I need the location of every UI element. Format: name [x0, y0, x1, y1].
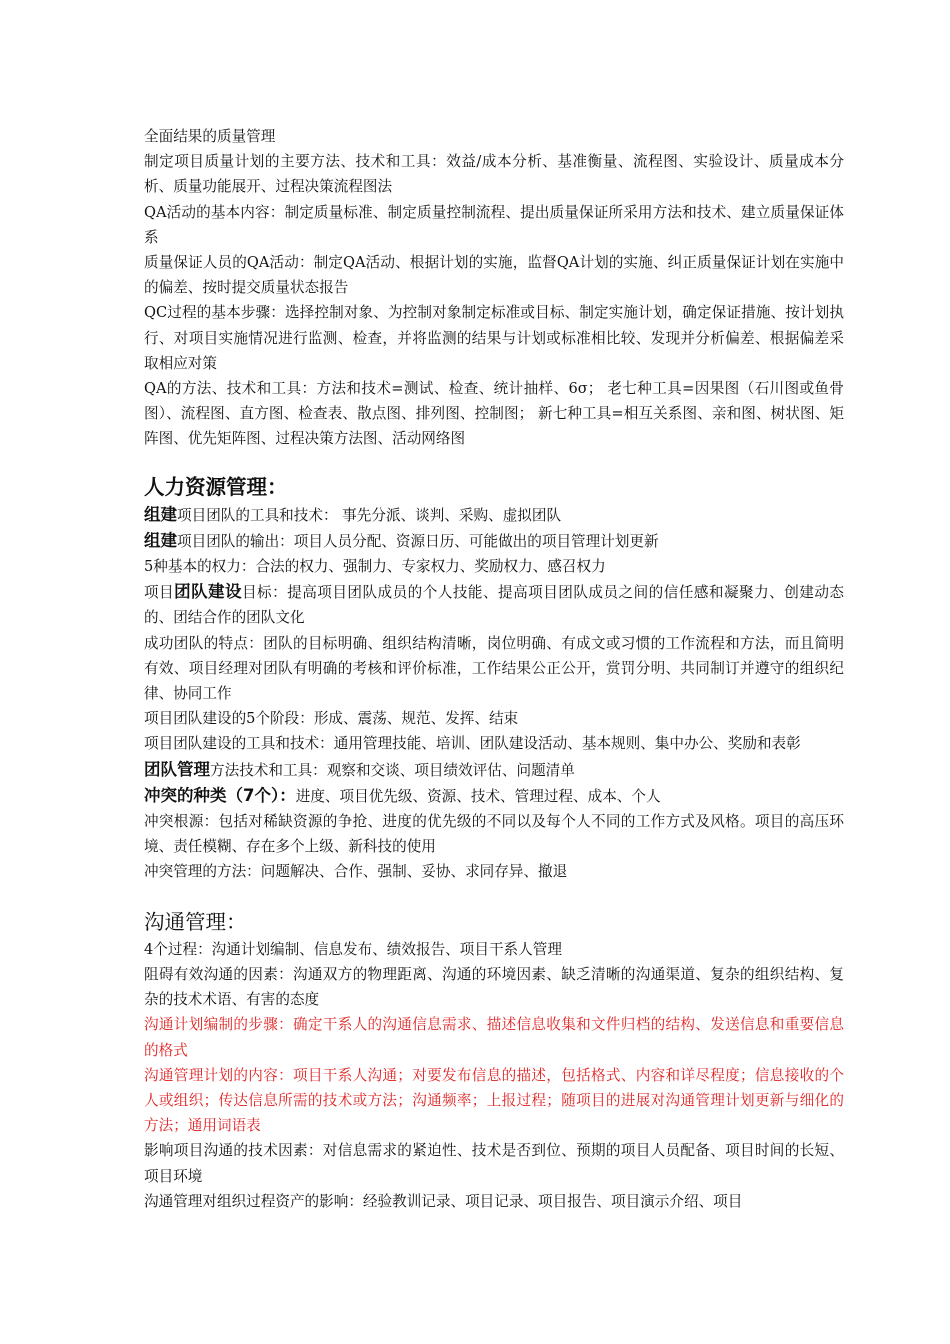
hr-line-6: 项目团队建设的5个阶段：形成、震荡、规范、发挥、结束: [144, 710, 519, 728]
comm-line-3: 沟通计划编制的步骤：确定干系人的沟通信息需求、描述信息收集和文件归档的结构、发送信息和重要信息的格式: [144, 1016, 844, 1059]
hr-line-8: [144, 757, 844, 783]
hr-line-4-pre: 项目: [144, 584, 175, 602]
document-page: [144, 124, 844, 1214]
quality-line-2: 制定项目质量计划的主要方法、技术和工具：效益/成本分析、基准衡量、流程图、实验设计、质量成本分析、质量功能展开、过程决策流程图法: [144, 153, 844, 196]
comm-line-5: 影响项目沟通的技术因素：对信息需求的紧迫性、技术是否到位、预期的项目人员配备、项目时间的长短、项目环境: [144, 1142, 844, 1185]
hr-line-4: [144, 579, 844, 630]
hr-line-11: 冲突管理的方法：问题解决、合作、强制、妥协、求同存异、撤退: [144, 863, 568, 881]
hr-line-1-text: 项目团队的工具和技术： 事先分派、谈判、采购、虚拟团队: [177, 506, 562, 524]
quality-line-5: QC过程的基本步骤：选择控制对象、为控制对象制定标准或目标、制定实施计划，确定保证措施、按计划执行、对项目实施情况进行监测、检查，并将监测的结果与计划或标准相比较、发现并分析偏差、根据偏差采取相应对策: [144, 304, 844, 372]
hr-line-2: [144, 528, 844, 554]
hr-line-2-bold: 组建: [144, 530, 177, 550]
hr-line-4-bold: 团队建设: [174, 582, 242, 602]
hr-line-8-text: 方法技术和工具：观察和交谈、项目绩效评估、问题清单: [210, 761, 575, 779]
comm-line-2: 阻碍有效沟通的因素：沟通双方的物理距离、沟通的环境因素、缺乏清晰的沟通渠道、复杂的组织结构、复杂的技术术语、有害的态度: [144, 965, 844, 1009]
hr-heading: 人力资源管理：: [144, 474, 288, 499]
quality-line-1: 全面结果的质量管理: [144, 128, 276, 145]
hr-line-8-bold: 团队管理: [144, 759, 210, 779]
comm-line-1: 4个过程：沟通计划编制、信息发布、绩效报告、项目干系人管理: [144, 940, 562, 958]
hr-line-1: [144, 502, 844, 528]
comm-line-6: 沟通管理对组织过程资产的影响：经验教训记录、项目记录、项目报告、项目演示介绍、项目: [144, 1192, 743, 1210]
hr-line-5: 成功团队的特点：团队的目标明确、组织结构清晰，岗位明确、有成文或习惯的工作流程和方法，而且简明有效、项目经理对团队有明确的考核和评价标准，工作结果公正公开，赏罚分明、共同制订并遵守的组织纪律、协同工作: [144, 634, 844, 703]
quality-line-4: 质量保证人员的QA活动：制定QA活动、根据计划的实施，监督QA计划的实施、纠正质量保证计划在实施中的偏差、按时提交质量状态报告: [144, 254, 844, 297]
hr-line-4-text: 目标：提高项目团队成员的个人技能、提高项目团队成员之间的信任感和凝聚力、创建动态的、团结合作的团队文化: [144, 584, 844, 627]
hr-line-9-text: 进度、项目优先级、资源、技术、管理过程、成本、个人: [295, 787, 661, 805]
hr-line-3: 5种基本的权力：合法的权力、强制力、专家权力、奖励权力、感召权力: [144, 558, 606, 576]
hr-line-9: [144, 783, 844, 809]
hr-line-10: 冲突根源：包括对稀缺资源的争抢、进度的优先级的不同以及每个人不同的工作方式及风格。项目的高压环境、责任模糊、存在多个上级、新科技的使用: [144, 813, 844, 856]
hr-line-1-bold: 组建: [144, 504, 177, 524]
quality-line-3: QA活动的基本内容：制定质量标准、制定质量控制流程、提出质量保证所采用方法和技术、建立质量保证体系: [144, 203, 844, 246]
hr-line-7: 项目团队建设的工具和技术：通用管理技能、培训、团队建设活动、基本规则、集中办公、奖励和表彰: [144, 735, 801, 753]
comm-line-4: 沟通管理计划的内容：项目干系人沟通；对要发布信息的描述，包括格式、内容和详尽程度；信息接收的个人或组织；传达信息所需的技术或方法；沟通频率；上报过程；随项目的进展对沟通管理计划更新与细化的方法；通用词语表: [144, 1066, 844, 1135]
quality-line-6: QA的方法、技术和工具：方法和技术=测试、检查、统计抽样、6σ； 老七种工具=因果图（石川图或鱼骨图）、流程图、直方图、检查表、散点图、排列图、控制图； 新七种工具=相互关系图、亲和图、树状图、矩阵图、优先矩阵图、过程决策方法图、活动网络图: [144, 380, 844, 448]
comm-heading: 沟通管理：: [144, 909, 247, 934]
hr-line-9-bold: 冲突的种类（7个）：: [144, 785, 296, 805]
hr-line-2-text: 项目团队的输出：项目人员分配、资源日历、可能做出的项目管理计划更新: [177, 532, 659, 550]
